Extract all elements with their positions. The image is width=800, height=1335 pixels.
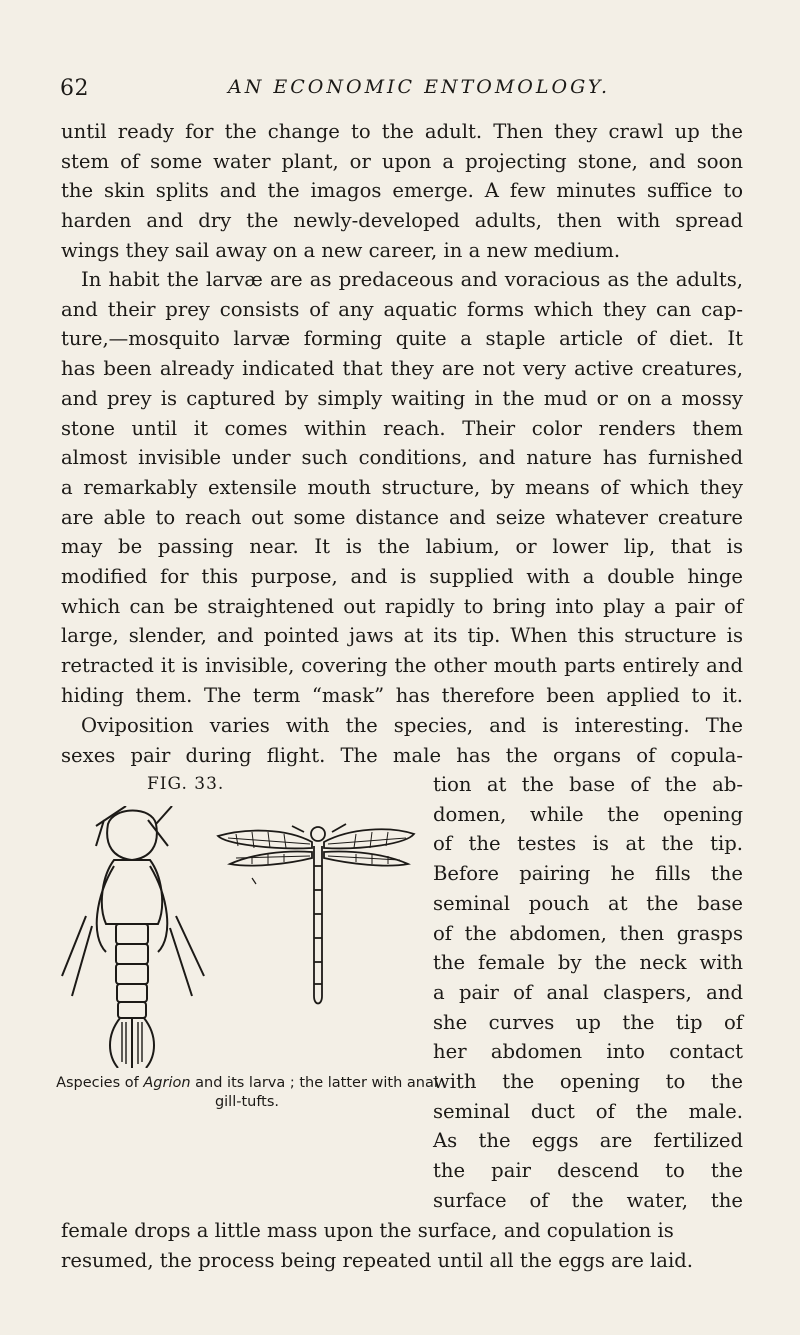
text-line: stone until it comes within reach. Their color renders them <box>61 416 743 440</box>
text-line: and prey is captured by simply waiting in the mud or on a mossy <box>61 386 743 410</box>
text-line: the pair descend to the <box>433 1159 743 1183</box>
text-line: the female by the neck with <box>433 951 743 975</box>
text-line: stem of some water plant, or upon a projecting stone, and soon <box>61 149 743 173</box>
text-line: with the opening to the <box>433 1070 743 1094</box>
text-line: As the eggs are fertilized <box>433 1129 743 1153</box>
paragraph-3-column <box>433 770 743 1216</box>
caption-prefix: Aspecies of <box>56 1075 144 1091</box>
caption-suffix: and its larva ; the latter with anal gill-tufts. <box>190 1075 438 1110</box>
page-number: 62 <box>60 76 89 101</box>
text-line: of the testes is at the tip. <box>433 832 743 856</box>
text-line: until ready for the change to the adult. Then they crawl up the <box>61 120 743 143</box>
larva-drawing <box>62 806 204 1068</box>
text-line: In habit the larvæ are as predaceous and voracious as the adults, <box>81 268 743 291</box>
text-line: of the abdomen, then grasps <box>433 921 743 945</box>
figure-illustration <box>56 806 426 1068</box>
text-line: she curves up the tip of <box>433 1010 743 1034</box>
text-line: hiding them. The term “mask” has therefore been applied to it. <box>61 683 743 707</box>
text-line: her abdomen into contact <box>433 1040 743 1064</box>
text-line: female drops a little mass upon the surface, and copulation is <box>61 1219 674 1242</box>
text-line: harden and dry the newly-developed adults, then with spread <box>61 209 743 233</box>
text-line: sexes pair during flight. The male has the organs of copula- <box>61 743 743 767</box>
paragraph-2 <box>61 265 743 711</box>
text-line: seminal pouch at the base <box>433 891 743 915</box>
text-line: retracted it is invisible, covering the other mouth parts entirely and <box>61 654 743 678</box>
running-head: AN ECONOMIC ENTOMOLOGY. <box>228 76 611 98</box>
text-line: Before pairing he fills the <box>433 862 743 886</box>
text-line: Oviposition varies with the species, and is interesting. The <box>81 714 743 737</box>
figure-label: FIG. 33. <box>147 774 225 794</box>
text-line: may be passing near. It is the labium, or lower lip, that is <box>61 535 743 559</box>
text-line: domen, while the opening <box>433 802 743 826</box>
text-line: wings they sail away on a new career, in a new medium. <box>61 238 621 262</box>
text-line: resumed, the process being repeated until all the eggs are laid. <box>61 1248 694 1272</box>
text-line: surface of the water, the <box>433 1188 743 1212</box>
paragraph-3-start <box>61 711 743 770</box>
text-line: tion at the base of the ab- <box>433 773 743 796</box>
text-line: has been already indicated that they are not very active creatures, <box>61 357 743 381</box>
text-line: a pair of anal claspers, and <box>433 980 743 1004</box>
text-line: almost invisible under such conditions, and nature has furnished <box>61 446 743 470</box>
paragraph-3-tail <box>61 1216 743 1275</box>
text-line: and their prey consists of any aquatic forms which they can cap- <box>61 297 743 321</box>
adult-drawing <box>218 824 414 1004</box>
text-line: modified for this purpose, and is supplied with a double hinge <box>61 565 743 589</box>
text-line: large, slender, and pointed jaws at its tip. When this structure is <box>61 624 743 648</box>
caption-genus: Agrion <box>143 1075 191 1091</box>
text-line: ture,—mosquito larvæ forming quite a staple article of diet. It <box>61 327 743 351</box>
figure-caption <box>56 1074 438 1112</box>
paragraph-1 <box>61 117 743 266</box>
text-line: which can be straightened out rapidly to bring into play a pair of <box>61 594 743 618</box>
text-line: the skin splits and the imagos emerge. A few minutes suffice to <box>61 179 743 203</box>
text-line: seminal duct of the male. <box>433 1099 743 1123</box>
text-line: a remarkably extensile mouth structure, by means of which they <box>61 475 743 499</box>
text-line: are able to reach out some distance and seize whatever creature <box>61 505 743 529</box>
